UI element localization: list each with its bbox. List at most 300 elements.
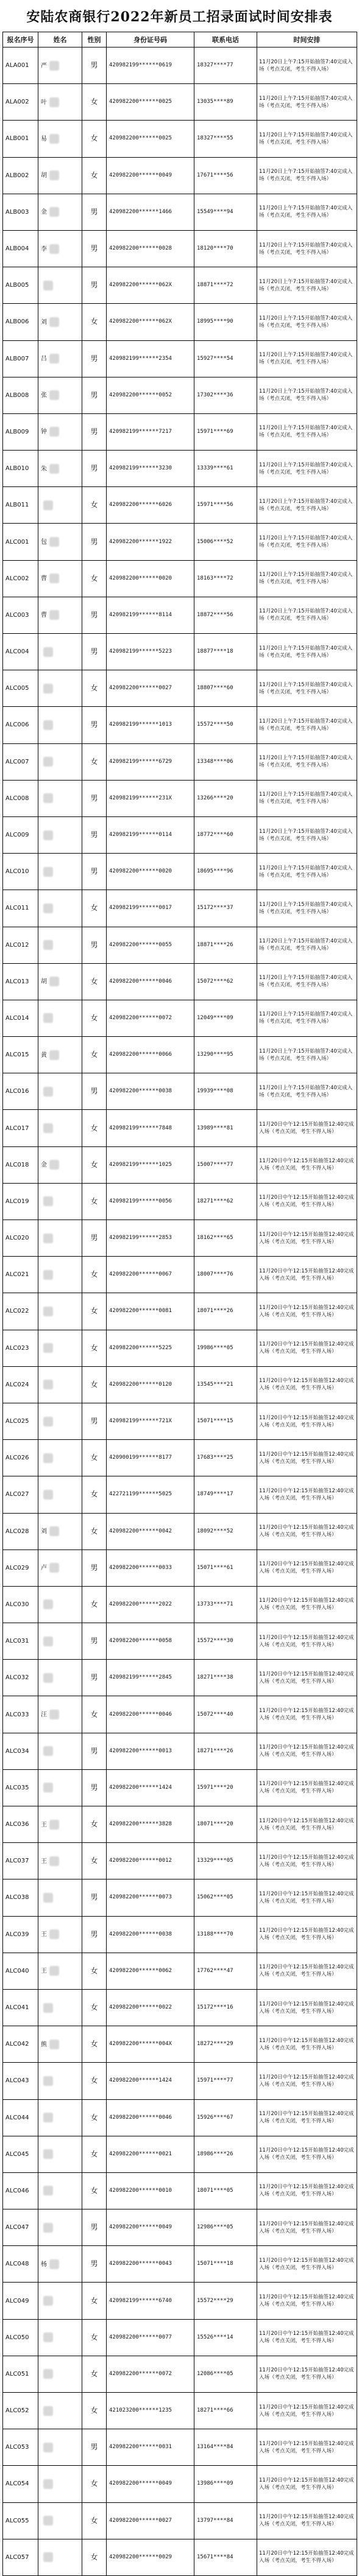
cell-idno-text: 420982199******1013 <box>109 721 172 728</box>
cell-phone-text: 13339****61 <box>197 465 233 472</box>
cell-id-text: ALC010 <box>5 868 29 876</box>
table-row <box>3 524 357 560</box>
cell-idno <box>107 1733 194 1769</box>
cell-id <box>3 560 38 597</box>
redacted-name-blur <box>43 1380 53 1389</box>
cell-time <box>257 634 357 670</box>
cell-gender <box>82 597 107 633</box>
cell-id <box>3 670 38 707</box>
cell-gender <box>82 1769 107 1806</box>
cell-idno-text: 420982200******0055 <box>109 941 172 948</box>
cell-gender <box>82 304 107 340</box>
cell-name-text: 胡 <box>41 978 47 986</box>
cell-gender-text: 男 <box>90 867 98 876</box>
cell-phone-text: 17671****56 <box>197 172 233 178</box>
cell-gender-text: 女 <box>90 1490 98 1499</box>
cell-phone-text: 18071****20 <box>197 1821 233 1828</box>
cell-id-text: ALC040 <box>5 1967 29 1974</box>
cell-time-text: 11月20日中午12:15开始抽签12:40完成入场（考点关闭，考生不得入场） <box>259 2147 354 2161</box>
cell-gender <box>82 670 107 707</box>
cell-gender-text: 男 <box>90 1893 98 1902</box>
cell-time <box>257 2466 357 2502</box>
cell-time <box>257 1989 357 2026</box>
cell-name <box>38 1623 82 1660</box>
cell-gender <box>82 1330 107 1366</box>
cell-id-text: ALC048 <box>5 2261 29 2268</box>
cell-gender-text: 男 <box>90 940 98 949</box>
table-row <box>3 1000 357 1036</box>
cell-gender <box>82 47 107 84</box>
cell-phone-text: 15926****67 <box>197 2114 233 2121</box>
redacted-name-blur <box>43 500 53 510</box>
cell-id-text: ALC043 <box>5 2077 29 2085</box>
cell-id-text: ALC030 <box>5 1601 29 1608</box>
cell-gender <box>82 2172 107 2209</box>
cell-gender <box>82 157 107 194</box>
cell-phone-text: 18327****77 <box>197 62 233 69</box>
cell-name <box>38 560 82 597</box>
cell-time <box>257 2429 357 2466</box>
cell-gender-text: 女 <box>90 1820 98 1829</box>
cell-idno-text: 420982199******5223 <box>109 648 172 655</box>
cell-time-text: 11月20日中午12:15开始抽签12:40完成入场（考点关闭，考生不得入场） <box>259 2440 354 2454</box>
cell-idno-text: 420982200******0042 <box>109 1528 172 1534</box>
cell-gender-text: 女 <box>90 757 98 766</box>
cell-phone <box>194 634 257 670</box>
redacted-name-blur <box>49 354 59 363</box>
table-row <box>3 2172 357 2209</box>
cell-id-text: ALC057 <box>5 2553 29 2561</box>
cell-phone <box>194 1146 257 1183</box>
cell-id <box>3 2136 38 2172</box>
cell-phone-text: 15971****77 <box>197 2077 233 2084</box>
cell-idno <box>107 1037 194 1073</box>
cell-id <box>3 707 38 743</box>
cell-time <box>257 816 357 853</box>
cell-idno-text: 420982199******0017 <box>109 905 172 911</box>
cell-time <box>257 1586 357 1623</box>
cell-idno-text: 420982200******0066 <box>109 1051 172 1058</box>
cell-phone <box>194 2172 257 2209</box>
cell-time <box>257 1146 357 1183</box>
cell-gender-text: 女 <box>90 1526 98 1535</box>
cell-phone <box>194 854 257 890</box>
cell-time <box>257 121 357 157</box>
cell-id-text: ALC009 <box>5 832 29 839</box>
cell-idno <box>107 230 194 267</box>
cell-name <box>38 1696 82 1733</box>
cell-name <box>38 2539 82 2575</box>
cell-phone <box>194 2099 257 2136</box>
redacted-name-blur <box>43 1307 53 1316</box>
cell-time-text: 11月20日上午7:15开始抽签7:40完成入场（考点关闭，考生不得入场） <box>259 498 353 512</box>
cell-gender <box>82 2283 107 2319</box>
cell-phone-text: 15572****29 <box>197 2297 233 2304</box>
cell-name <box>38 1769 82 1806</box>
cell-gender <box>82 413 107 450</box>
cell-time-text: 11月20日中午12:15开始抽签12:40完成入场（考点关闭，考生不得入场） <box>259 2404 354 2418</box>
table-row <box>3 2063 357 2099</box>
table-row <box>3 2209 357 2246</box>
cell-id-text: ALC034 <box>5 1747 29 1755</box>
table-row <box>3 2502 357 2539</box>
cell-idno-text: 420982199******0056 <box>109 1198 172 1204</box>
cell-idno <box>107 2393 194 2429</box>
cell-id-text: ALC015 <box>5 1051 29 1059</box>
cell-idno <box>107 780 194 816</box>
cell-time <box>257 1476 357 1513</box>
cell-phone-text: 15971****20 <box>197 1784 233 1791</box>
cell-id-text: ALC041 <box>5 2004 29 2012</box>
table-row <box>3 1403 357 1439</box>
cell-time <box>257 927 357 963</box>
cell-phone <box>194 230 257 267</box>
cell-time <box>257 194 357 230</box>
cell-id <box>3 1696 38 1733</box>
cell-idno <box>107 1696 194 1733</box>
cell-name <box>38 2136 82 2172</box>
cell-gender-text: 男 <box>90 2443 98 2452</box>
cell-idno <box>107 2429 194 2466</box>
redacted-name-blur <box>49 977 59 986</box>
cell-gender-text: 女 <box>90 1453 98 1462</box>
redacted-name-blur <box>49 97 59 107</box>
cell-time <box>257 1073 357 1110</box>
cell-id <box>3 890 38 927</box>
cell-id <box>3 2172 38 2209</box>
cell-time-text: 11月20日中午12:15开始抽签12:40完成入场（考点关闭，考生不得入场） <box>259 2331 354 2345</box>
cell-idno <box>107 743 194 780</box>
cell-phone <box>194 2063 257 2099</box>
cell-gender-text: 男 <box>90 1673 98 1682</box>
cell-idno <box>107 670 194 707</box>
cell-gender <box>82 780 107 816</box>
cell-id <box>3 1586 38 1623</box>
table-row <box>3 1806 357 1843</box>
cell-time-text: 11月20日上午7:15开始抽签7:40完成入场（考点关闭，考生不得入场） <box>259 278 353 292</box>
cell-time <box>257 1879 357 1916</box>
cell-gender-text: 女 <box>90 170 98 180</box>
cell-name <box>38 1293 82 1330</box>
cell-id <box>3 816 38 853</box>
cell-time <box>257 1916 357 1953</box>
cell-time-text: 11月20日上午7:15开始抽签7:40完成入场（考点关闭，考生不得入场） <box>259 865 353 879</box>
redacted-name-blur <box>49 1526 59 1536</box>
cell-time-text: 11月20日上午7:15开始抽签7:40完成入场（考点关闭，考生不得入场） <box>259 388 353 402</box>
cell-id <box>3 377 38 413</box>
redacted-name-blur <box>43 1196 53 1206</box>
cell-idno <box>107 1146 194 1183</box>
cell-idno <box>107 487 194 524</box>
cell-time-text: 11月20日中午12:15开始抽签12:40完成入场（考点关闭，考生不得入场） <box>259 1561 354 1575</box>
cell-gender <box>82 2539 107 2575</box>
cell-idno-text: 420982200******0027 <box>109 685 172 692</box>
cell-id <box>3 1916 38 1953</box>
cell-gender <box>82 1953 107 1989</box>
cell-idno-text: 420982200******0081 <box>109 1308 172 1314</box>
cell-time-text: 11月20日中午12:15开始抽签12:40完成入场（考点关闭，考生不得入场） <box>259 1671 354 1685</box>
redacted-name-blur <box>43 1270 53 1280</box>
cell-name <box>38 670 82 707</box>
cell-id <box>3 194 38 230</box>
cell-idno <box>107 1989 194 2026</box>
cell-name <box>38 2429 82 2466</box>
cell-phone-text: 13733****71 <box>197 1601 233 1607</box>
cell-phone-text: 15549****94 <box>197 208 233 215</box>
cell-gender-text: 男 <box>90 1087 98 1096</box>
cell-phone-text: 15572****30 <box>197 1638 233 1644</box>
cell-time <box>257 2356 357 2392</box>
cell-time <box>257 377 357 413</box>
cell-idno-text: 420982200******1922 <box>109 538 172 545</box>
cell-gender <box>82 524 107 560</box>
cell-id-text: ALB001 <box>5 135 29 142</box>
cell-idno-text: 420982200******0022 <box>109 2004 172 2011</box>
cell-time-text: 11月20日上午7:15开始抽签7:40完成入场（考点关闭，考生不得入场） <box>259 975 353 989</box>
cell-time-text: 11月20日上午7:15开始抽签7:40完成入场（考点关闭，考生不得入场） <box>259 315 353 329</box>
cell-id-text: ALC016 <box>5 1088 29 1095</box>
cell-idno <box>107 1806 194 1843</box>
cell-id <box>3 963 38 1000</box>
table-row <box>3 1660 357 1696</box>
cell-phone <box>194 1989 257 2026</box>
cell-id <box>3 1037 38 1073</box>
cell-gender-text: 女 <box>90 1966 98 1975</box>
cell-time <box>257 1696 357 1733</box>
table-row <box>3 927 357 963</box>
cell-name <box>38 927 82 963</box>
cell-time-text: 11月20日上午7:15开始抽签7:40完成入场（考点关闭，考生不得入场） <box>259 645 353 659</box>
cell-gender-text: 男 <box>90 1563 98 1572</box>
cell-idno <box>107 121 194 157</box>
cell-phone <box>194 1220 257 1257</box>
cell-phone <box>194 1733 257 1769</box>
cell-phone <box>194 743 257 780</box>
cell-idno-text: 420982199******8114 <box>109 611 172 618</box>
cell-id <box>3 2026 38 2063</box>
cell-name <box>38 597 82 633</box>
cell-gender-text: 男 <box>90 1783 98 1792</box>
cell-gender-text: 女 <box>90 1160 98 1169</box>
cell-id <box>3 1000 38 1036</box>
redacted-name-blur <box>43 2296 53 2306</box>
cell-id <box>3 2099 38 2136</box>
cell-phone-text: 19986****05 <box>197 1344 233 1351</box>
cell-idno-text: 420982200******0072 <box>109 1014 172 1021</box>
table-row <box>3 1989 357 2026</box>
cell-gender <box>82 963 107 1000</box>
cell-time <box>257 1110 357 1146</box>
cell-gender-text: 女 <box>90 574 98 583</box>
cell-id-text: ALC001 <box>5 538 29 546</box>
table-row <box>3 413 357 450</box>
cell-id <box>3 927 38 963</box>
cell-name <box>38 2209 82 2246</box>
cell-id <box>3 340 38 377</box>
page-title: 安陆农商银行2022年新员工招录面试时间安排表 <box>26 9 333 25</box>
table-row <box>3 2466 357 2502</box>
cell-idno-text: 420982200******0010 <box>109 2187 172 2194</box>
cell-idno-text: 420982200******0067 <box>109 1271 172 1278</box>
cell-gender <box>82 340 107 377</box>
cell-time-text: 11月20日中午12:15开始抽签12:40完成入场（考点关闭，考生不得入场） <box>259 2514 354 2528</box>
table-row <box>3 890 357 927</box>
cell-name <box>38 1843 82 1879</box>
cell-id-text: ALC032 <box>5 1674 29 1682</box>
cell-idno-text: 420982200******0072 <box>109 2370 172 2377</box>
cell-phone <box>194 816 257 853</box>
cell-phone-text: 19939****08 <box>197 1088 233 1095</box>
cell-gender-text: 男 <box>90 2259 98 2269</box>
cell-idno <box>107 304 194 340</box>
cell-time-text: 11月20日中午12:15开始抽签12:40完成入场（考点关闭，考生不得入场） <box>259 2550 354 2564</box>
cell-id-text: ALC026 <box>5 1455 29 1462</box>
cell-idno <box>107 1513 194 1549</box>
cell-phone-text: 13035****89 <box>197 99 233 105</box>
cell-time <box>257 1513 357 1549</box>
cell-gender-text: 女 <box>90 2186 98 2195</box>
cell-id-text: ALB010 <box>5 465 29 472</box>
table-row <box>3 1549 357 1586</box>
cell-id <box>3 487 38 524</box>
cell-time <box>257 1037 357 1073</box>
cell-idno-text: 420982200******062X <box>109 318 172 325</box>
redacted-name-blur <box>43 2516 53 2525</box>
redacted-name-blur <box>43 1490 53 1500</box>
table-row <box>3 1146 357 1183</box>
cell-id <box>3 2209 38 2246</box>
cell-id-text: ALC027 <box>5 1491 29 1498</box>
cell-time <box>257 2246 357 2283</box>
cell-time-text: 11月20日上午7:15开始抽签7:40完成入场（考点关闭，考生不得入场） <box>259 1048 353 1062</box>
cell-idno <box>107 413 194 450</box>
cell-time <box>257 1183 357 1220</box>
cell-id-text: ALC019 <box>5 1198 29 1205</box>
cell-time <box>257 413 357 450</box>
cell-idno-text: 420982199******721X <box>109 1418 172 1425</box>
cell-name-text: 黄 <box>41 1051 47 1059</box>
cell-name <box>38 1183 82 1220</box>
cell-time-text: 11月20日上午7:15开始抽签7:40完成入场（考点关闭，考生不得入场） <box>259 242 353 256</box>
cell-phone <box>194 1330 257 1366</box>
cell-idno <box>107 2209 194 2246</box>
table-row <box>3 1037 357 1073</box>
cell-gender <box>82 487 107 524</box>
cell-name <box>38 2356 82 2392</box>
cell-id <box>3 780 38 816</box>
table-row <box>3 2026 357 2063</box>
cell-name <box>38 854 82 890</box>
cell-id <box>3 1403 38 1439</box>
cell-gender <box>82 2393 107 2429</box>
cell-gender-text: 女 <box>90 2040 98 2049</box>
cell-time-text: 11月20日中午12:15开始抽签12:40完成入场（考点关闭，考生不得入场） <box>259 1525 354 1539</box>
cell-phone <box>194 1110 257 1146</box>
cell-idno <box>107 267 194 304</box>
cell-gender <box>82 1293 107 1330</box>
cell-id <box>3 413 38 450</box>
cell-phone-text: 18120****70 <box>197 245 233 252</box>
redacted-name-blur <box>43 1013 53 1023</box>
cell-time <box>257 707 357 743</box>
table-row <box>3 1073 357 1110</box>
cell-id-text: ALC045 <box>5 2150 29 2158</box>
cell-time-text: 11月20日上午7:15开始抽签7:40完成入场（考点关闭，考生不得入场） <box>259 425 353 439</box>
cell-name-text: 卢 <box>41 1565 47 1572</box>
cell-gender <box>82 1403 107 1439</box>
cell-name <box>38 707 82 743</box>
cell-idno <box>107 2099 194 2136</box>
cell-time <box>257 2209 357 2246</box>
cell-idno <box>107 1843 194 1879</box>
cell-gender <box>82 1696 107 1733</box>
cell-gender-text: 男 <box>90 1234 98 1243</box>
cell-time-text: 11月20日中午12:15开始抽签12:40完成入场（考点关闭，考生不得入场） <box>259 1854 354 1868</box>
cell-time <box>257 2393 357 2429</box>
cell-phone-text: 17302****36 <box>197 391 233 398</box>
cell-idno <box>107 1623 194 1660</box>
cell-name <box>38 1220 82 1257</box>
cell-id-text: ALC013 <box>5 978 29 985</box>
cell-name <box>38 413 82 450</box>
cell-time-text: 11月20日中午12:15开始抽签12:40完成入场（考点关闭，考生不得入场） <box>259 2074 354 2088</box>
cell-name <box>38 2319 82 2356</box>
cell-phone-text: 15071****18 <box>197 2261 233 2267</box>
cell-gender <box>82 121 107 157</box>
cell-gender <box>82 1183 107 1220</box>
cell-id <box>3 47 38 84</box>
table-row <box>3 560 357 597</box>
cell-time-text: 11月20日上午7:15开始抽签7:40完成入场（考点关闭，考生不得入场） <box>259 828 353 842</box>
cell-id-text: ALB002 <box>5 172 29 179</box>
cell-gender <box>82 1073 107 1110</box>
cell-gender-text: 男 <box>90 244 98 253</box>
cell-id <box>3 1257 38 1293</box>
cell-time-text: 11月20日中午12:15开始抽签12:40完成入场（考点关闭，考生不得入场） <box>259 1158 354 1172</box>
cell-idno-text: 420982200******5225 <box>109 1344 172 1351</box>
cell-name <box>38 2246 82 2283</box>
cell-phone <box>194 963 257 1000</box>
cell-idno <box>107 597 194 633</box>
cell-id-text: ALC042 <box>5 2041 29 2048</box>
cell-id <box>3 1513 38 1549</box>
table-row <box>3 1330 357 1366</box>
cell-gender <box>82 2466 107 2502</box>
cell-phone <box>194 1476 257 1513</box>
cell-name-text: 汪 <box>41 1711 47 1719</box>
cell-id <box>3 2502 38 2539</box>
column-header-gender: 性别 <box>82 32 107 47</box>
redacted-name-blur <box>43 2443 53 2452</box>
cell-gender-text: 男 <box>90 427 98 436</box>
cell-id-text: ALC011 <box>5 905 29 912</box>
cell-gender <box>82 1257 107 1293</box>
redacted-name-blur <box>49 1929 59 1939</box>
cell-phone <box>194 1257 257 1293</box>
cell-time <box>257 47 357 84</box>
cell-phone <box>194 121 257 157</box>
cell-time-text: 11月20日中午12:15开始抽签12:40完成入场（考点关闭，考生不得入场） <box>259 1817 354 1831</box>
cell-phone <box>194 524 257 560</box>
cell-id-text: ALC055 <box>5 2517 29 2524</box>
cell-id-text: ALC002 <box>5 575 29 582</box>
cell-time-text: 11月20日上午7:15开始抽签7:40完成入场（考点关闭，考生不得入场） <box>259 352 353 366</box>
cell-phone <box>194 1769 257 1806</box>
cell-idno-text: 420982200******0027 <box>109 2517 172 2524</box>
cell-phone-text: 18871****72 <box>197 282 233 289</box>
cell-name-text: 叶 <box>41 99 47 106</box>
cell-phone-text: 18092****52 <box>197 1528 233 1534</box>
